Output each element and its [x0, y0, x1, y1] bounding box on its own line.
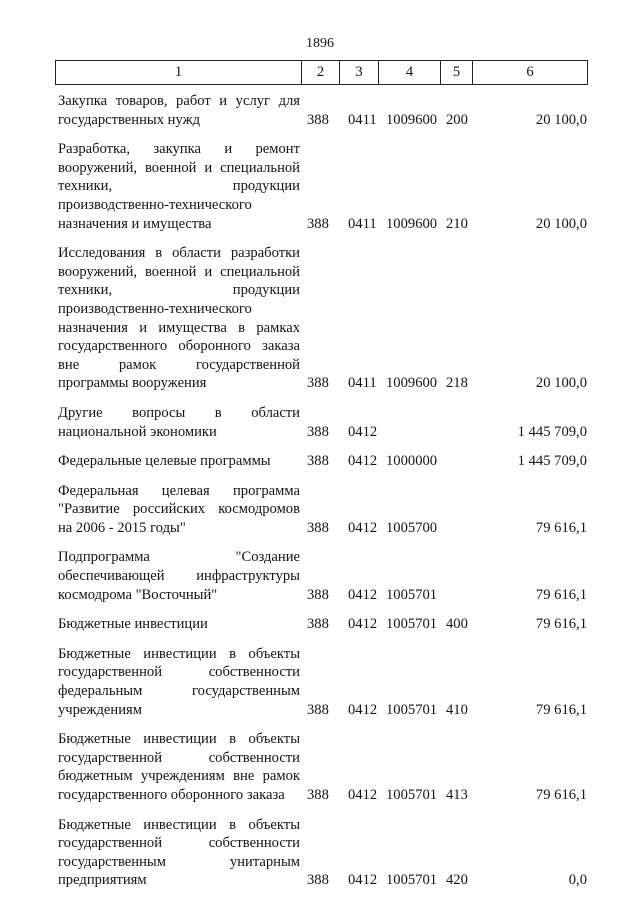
- description-line: Исследования в области разработки: [58, 245, 300, 262]
- table-row: [0, 730, 640, 804]
- description-line: Бюджетные инвестиции в объекты: [58, 731, 300, 748]
- amount: 79 616,1: [535, 586, 587, 603]
- expense-type-code: 413: [446, 787, 468, 803]
- description-line: Другие вопросы в области: [58, 404, 300, 421]
- column-header-3: 3: [340, 61, 379, 85]
- description-line: производственно-технического: [58, 196, 252, 213]
- column-header-table: [55, 60, 588, 85]
- description-line: Федеральная целевая программа: [58, 482, 300, 499]
- description-line: предприятиям: [58, 872, 147, 889]
- description-line: вне рамок государственной: [58, 356, 300, 373]
- table-row: [0, 482, 640, 538]
- table-row: [0, 140, 640, 233]
- expense-type-code: 210: [446, 215, 468, 232]
- description-line: вооружений, военной и специальной: [58, 159, 300, 176]
- amount: 79 616,1: [535, 616, 587, 633]
- row-codes: [0, 519, 640, 538]
- description-line: обеспечивающей инфраструктуры: [58, 568, 300, 585]
- column-header-5: 5: [441, 61, 473, 85]
- section-code: 0412: [348, 616, 378, 633]
- description-line: учреждениям: [58, 701, 142, 718]
- budget-rows: [0, 92, 640, 901]
- table-row: [0, 816, 640, 890]
- description-line: назначения и имущества: [58, 215, 212, 232]
- column-header-4: 4: [379, 61, 441, 85]
- admin-code: 388: [307, 787, 329, 803]
- description-line: Подпрограмма "Создание: [58, 549, 300, 566]
- description-line: национальной экономики: [58, 423, 217, 440]
- description-line: федеральным государственным: [58, 683, 300, 700]
- row-codes: [0, 586, 640, 605]
- row-codes: [0, 615, 640, 634]
- admin-code: 388: [307, 423, 329, 440]
- target-article-code: 1005701: [386, 701, 438, 718]
- target-article-code: 1005701: [386, 872, 438, 889]
- section-code: 0412: [348, 872, 378, 889]
- expense-type-code: 420: [446, 872, 468, 889]
- description-line: государственным унитарным: [58, 853, 300, 870]
- amount: 20 100,0: [535, 375, 587, 392]
- row-codes: [0, 786, 640, 805]
- amount: 20 100,0: [535, 215, 587, 232]
- description-line: космодрома "Восточный": [58, 586, 218, 603]
- row-codes: [0, 111, 640, 130]
- section-code: 0412: [348, 423, 378, 440]
- row-codes: [0, 215, 640, 234]
- amount: 79 616,1: [535, 787, 587, 803]
- expense-type-code: 410: [446, 701, 468, 718]
- description-line: назначения и имущества в рамках: [58, 319, 300, 336]
- table-row: [0, 645, 640, 719]
- description-line: Бюджетные инвестиции в объекты: [58, 645, 300, 662]
- table-row: [0, 404, 640, 441]
- admin-code: 388: [307, 701, 329, 718]
- admin-code: 388: [307, 616, 329, 633]
- admin-code: 388: [307, 872, 329, 889]
- description-line: техники, продукции: [58, 282, 300, 299]
- section-code: 0412: [348, 586, 378, 603]
- amount: 20 100,0: [535, 111, 587, 128]
- description-line: на 2006 - 2015 годы": [58, 519, 186, 536]
- description-line: Закупка товаров, работ и услуг для: [58, 93, 300, 109]
- description-line: государственной собственности: [58, 835, 300, 852]
- description-line: вооружений, военной и специальной: [58, 263, 300, 280]
- expense-type-code: 200: [446, 111, 468, 128]
- column-header-1: 1: [56, 61, 302, 85]
- amount: 1 445 709,0: [517, 453, 587, 470]
- target-article-code: 1005701: [386, 787, 438, 803]
- section-code: 0412: [348, 701, 378, 718]
- description-line: государственных нужд: [58, 111, 201, 128]
- description-line: Бюджетные инвестиции в объекты: [58, 816, 300, 833]
- admin-code: 388: [307, 586, 329, 603]
- admin-code: 388: [307, 215, 329, 232]
- target-article-code: 1009600: [386, 111, 438, 128]
- section-code: 0412: [348, 787, 378, 803]
- description-line: государственного оборонного заказа: [58, 787, 285, 803]
- row-codes: [0, 871, 640, 890]
- amount: 1 445 709,0: [517, 423, 587, 440]
- target-article-code: 1000000: [386, 453, 438, 470]
- row-codes: [0, 374, 640, 393]
- target-article-code: 1009600: [386, 375, 438, 392]
- admin-code: 388: [307, 453, 329, 470]
- section-code: 0411: [348, 111, 377, 128]
- row-codes: [0, 701, 640, 720]
- description-line: производственно-технического: [58, 300, 252, 317]
- description-line: государственной собственности: [58, 664, 300, 681]
- amount: 79 616,1: [535, 519, 587, 536]
- description-line: Разработка, закупка и ремонт: [58, 141, 300, 158]
- admin-code: 388: [307, 519, 329, 536]
- row-codes: [0, 423, 640, 442]
- table-row: [0, 615, 640, 634]
- admin-code: 388: [307, 111, 329, 128]
- description-line: Федеральные целевые программы: [58, 453, 271, 470]
- table-row: [0, 548, 640, 604]
- section-code: 0411: [348, 215, 377, 232]
- target-article-code: 1005701: [386, 616, 438, 633]
- section-code: 0412: [348, 519, 378, 536]
- expense-type-code: 218: [446, 375, 468, 392]
- table-row: [0, 244, 640, 393]
- description-line: бюджетным учреждениям вне рамок: [58, 768, 300, 785]
- description-line: техники, продукции: [58, 178, 300, 195]
- row-codes: [0, 452, 640, 471]
- expense-type-code: 400: [446, 616, 468, 633]
- row-description: [58, 244, 300, 393]
- description-line: государственного оборонного заказа: [58, 338, 300, 355]
- amount: 0,0: [568, 872, 587, 889]
- description-line: государственной собственности: [58, 749, 300, 766]
- column-header-6: 6: [473, 61, 588, 85]
- section-code: 0412: [348, 453, 378, 470]
- admin-code: 388: [307, 375, 329, 392]
- table-row: [0, 92, 640, 129]
- page-number: 1896: [306, 36, 334, 51]
- description-line: Бюджетные инвестиции: [58, 616, 208, 633]
- column-header-row: [56, 61, 588, 85]
- target-article-code: 1005701: [386, 586, 438, 603]
- table-row: [0, 452, 640, 471]
- description-line: "Развитие российских космодромов: [58, 501, 300, 518]
- amount: 79 616,1: [535, 701, 587, 718]
- target-article-code: 1009600: [386, 215, 438, 232]
- column-header-2: 2: [302, 61, 340, 85]
- target-article-code: 1005700: [386, 519, 438, 536]
- description-line: программы вооружения: [58, 375, 207, 392]
- section-code: 0411: [348, 375, 377, 392]
